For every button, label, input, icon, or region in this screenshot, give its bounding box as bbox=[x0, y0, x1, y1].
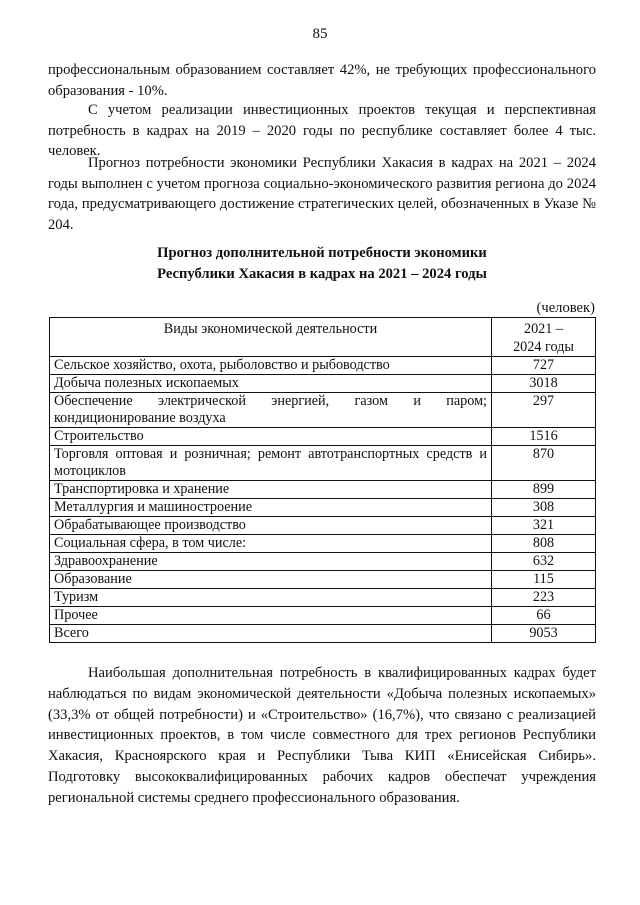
table-row bbox=[50, 481, 596, 499]
paragraph-continuation: профессиональным образованием составляет 42%, не требующих профессионального образования - 10%. bbox=[48, 62, 596, 99]
table-title-line-1: Прогноз дополнительной потребности экономики bbox=[157, 245, 487, 261]
paragraph-forecast-basis: Прогноз потребности экономики Республики Хакасия в кадрах на 2021 – 2024 годы выполнен с учетом прогноза социально-экономического развития региона до 2024 года, предусматривающего достижение стратегических целей, обозначенных в Указе № 204. bbox=[48, 155, 596, 233]
table-row bbox=[50, 499, 596, 517]
demand-forecast-table bbox=[49, 317, 596, 643]
row-value: 223 bbox=[492, 589, 596, 607]
row-value: 727 bbox=[492, 357, 596, 375]
row-value: 297 bbox=[492, 393, 596, 428]
table-row bbox=[50, 428, 596, 446]
row-activity: Всего bbox=[50, 625, 492, 643]
table-row bbox=[50, 393, 596, 428]
row-activity: Торговля оптовая и розничная; ремонт автотранспортных средств и мотоциклов bbox=[50, 446, 492, 481]
table-row bbox=[50, 446, 596, 481]
header-activity: Виды экономической деятельности bbox=[50, 318, 492, 357]
table-row bbox=[50, 535, 596, 553]
row-value: 321 bbox=[492, 517, 596, 535]
header-period-line-2: 2024 годы bbox=[513, 339, 574, 355]
table-row bbox=[50, 589, 596, 607]
table-row bbox=[50, 517, 596, 535]
row-value: 632 bbox=[492, 553, 596, 571]
paragraph-current-demand: С учетом реализации инвестиционных проектов текущая и перспективная потребность в кадрах на 2019 – 2020 годы по республике составляет более 4 тыс. человек. bbox=[48, 102, 596, 159]
table-header-row bbox=[50, 318, 596, 357]
table-row bbox=[50, 607, 596, 625]
paragraph-conclusion: Наибольшая дополнительная потребность в квалифицированных кадрах будет наблюдаться по видам экономической деятельности «Добыча полезных ископаемых» (33,3% от общей потребности) и «Строительство» (16,7%), что связано с реализацией инвестиционных проектов, в том числе совместного для трех регионов Республики Хакасия, Красноярского края и Республики Тыва КИП «Енисейская Сибирь». Подготовку высококвалифицированных рабочих кадров обеспечат учреждения региональной системы среднего профессионального образования. bbox=[48, 665, 596, 806]
header-period-line-1: 2021 – bbox=[523, 321, 563, 337]
header-period bbox=[492, 318, 596, 357]
row-activity: Металлургия и машиностроение bbox=[50, 499, 492, 517]
row-value: 870 bbox=[492, 446, 596, 481]
row-value: 115 bbox=[492, 571, 596, 589]
row-value: 808 bbox=[492, 535, 596, 553]
row-activity: Обеспечение электрической энергией, газом и паром; кондиционирование воздуха bbox=[50, 393, 492, 428]
row-activity: Туризм bbox=[50, 589, 492, 607]
row-activity: Сельское хозяйство, охота, рыболовство и рыбоводство bbox=[50, 357, 492, 375]
row-activity: Добыча полезных ископаемых bbox=[50, 375, 492, 393]
row-value: 9053 bbox=[492, 625, 596, 643]
row-value: 308 bbox=[492, 499, 596, 517]
row-activity: Прочее bbox=[50, 607, 492, 625]
row-activity: Социальная сфера, в том числе: bbox=[50, 535, 492, 553]
row-activity: Транспортировка и хранение bbox=[50, 481, 492, 499]
row-value: 1516 bbox=[492, 428, 596, 446]
table-title-line-2: Республики Хакасия в кадрах на 2021 – 2024 годы bbox=[157, 266, 487, 282]
page-number: 85 bbox=[312, 26, 328, 42]
row-activity: Образование bbox=[50, 571, 492, 589]
table-row bbox=[50, 553, 596, 571]
table-row bbox=[50, 375, 596, 393]
row-value: 899 bbox=[492, 481, 596, 499]
row-activity: Здравоохранение bbox=[50, 553, 492, 571]
table-title bbox=[48, 243, 596, 285]
row-value: 66 bbox=[492, 607, 596, 625]
row-activity: Обрабатывающее производство bbox=[50, 517, 492, 535]
table-row bbox=[50, 357, 596, 375]
table-row bbox=[50, 571, 596, 589]
table-unit-label: (человек) bbox=[536, 300, 595, 316]
row-activity: Строительство bbox=[50, 428, 492, 446]
row-value: 3018 bbox=[492, 375, 596, 393]
table-row-total bbox=[50, 625, 596, 643]
